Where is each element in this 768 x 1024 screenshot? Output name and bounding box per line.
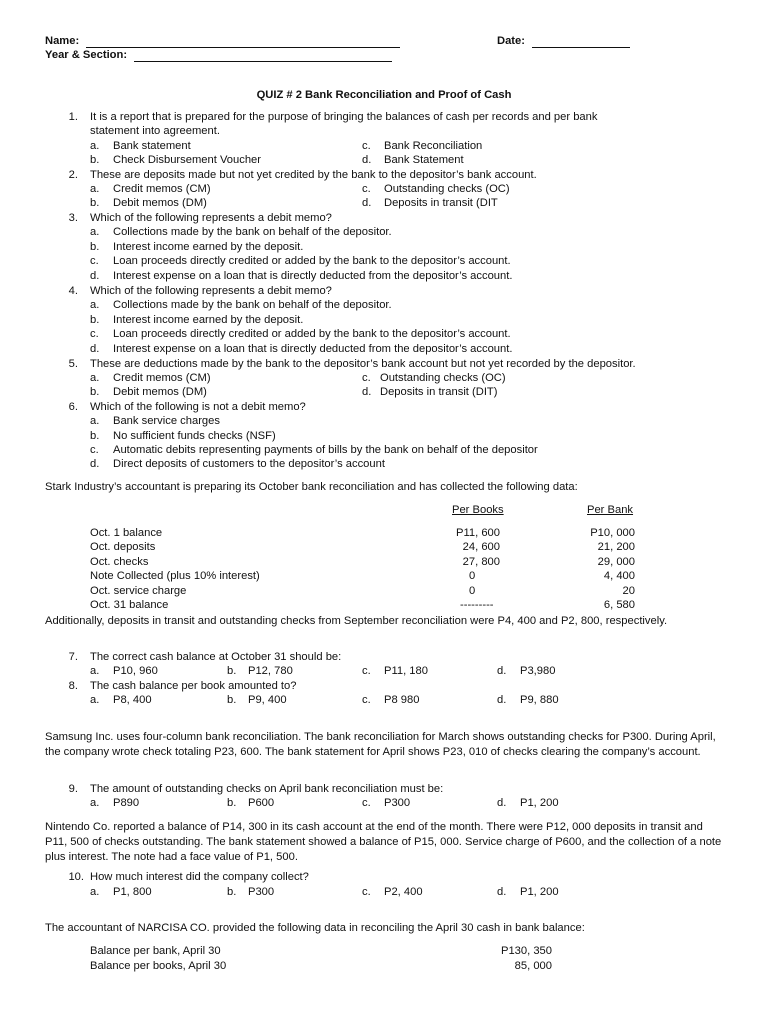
date-label: Date:	[497, 35, 525, 47]
stark-row-label: Oct. checks	[90, 556, 149, 568]
q4-option-b[interactable]: Interest income earned by the deposit.	[113, 314, 304, 326]
q8-option-a[interactable]: P8, 400	[113, 694, 152, 706]
q8-number: 8.	[68, 680, 78, 692]
q4-number: 4.	[68, 285, 78, 297]
q10-option-c[interactable]: P2, 400	[384, 886, 423, 898]
q3-number: 3.	[68, 212, 78, 224]
q2-option-b[interactable]: Debit memos (DM)	[113, 197, 207, 209]
q4-option-d-letter: d.	[90, 343, 100, 355]
q9-option-c-letter: c.	[362, 797, 371, 809]
quiz-title: QUIZ # 2 Bank Reconciliation and Proof of Cash	[256, 89, 512, 101]
q1-option-c[interactable]: Bank Reconciliation	[384, 140, 483, 152]
q8-option-b-letter: b.	[227, 694, 237, 706]
narcisa-row-label: Balance per books, April 30	[90, 960, 227, 972]
q8-option-a-letter: a.	[90, 694, 100, 706]
q6-option-b-letter: b.	[90, 430, 100, 442]
q10-option-b-letter: b.	[227, 886, 237, 898]
q3-option-c-letter: c.	[90, 255, 99, 267]
q7-option-b-letter: b.	[227, 665, 237, 677]
q9-option-d[interactable]: P1, 200	[520, 797, 559, 809]
q7-option-a-letter: a.	[90, 665, 100, 677]
q2-option-d[interactable]: Deposits in transit (DIT	[384, 197, 498, 209]
stark-row-label: Oct. service charge	[90, 585, 187, 597]
q3-option-d[interactable]: Interest expense on a loan that is directly deducted from the depositor’s account.	[113, 270, 513, 282]
q5-option-a-letter: a.	[90, 372, 100, 384]
q10-number: 10.	[68, 871, 84, 883]
q4-option-d[interactable]: Interest expense on a loan that is directly deducted from the depositor’s account.	[113, 343, 513, 355]
q6-option-c-letter: c.	[90, 444, 99, 456]
q6-option-d-letter: d.	[90, 458, 100, 470]
q8-option-c-letter: c.	[362, 694, 371, 706]
q1-option-b[interactable]: Check Disbursement Voucher	[113, 154, 261, 166]
q10-option-b[interactable]: P300	[248, 886, 275, 898]
stark-row-books: ---------	[460, 599, 494, 611]
stark-row-bank: P10, 000	[590, 527, 635, 539]
q3-option-c[interactable]: Loan proceeds directly credited or added by the bank to the depositor’s account.	[113, 255, 511, 267]
name-line	[45, 35, 400, 48]
stark-row-bank: 29, 000	[597, 556, 635, 568]
q6-option-a-letter: a.	[90, 415, 100, 427]
q1-text: It is a report that is prepared for the purpose of bringing the balances of cash per records and per bank	[90, 111, 598, 123]
q7-option-d-letter: d.	[497, 665, 507, 677]
q3-option-a[interactable]: Collections made by the bank on behalf of the depositor.	[113, 226, 392, 238]
q3-option-b-letter: b.	[90, 241, 100, 253]
stark-row-bank: 4, 400	[603, 570, 635, 582]
q2-number: 2.	[68, 169, 78, 181]
q4-option-a-letter: a.	[90, 299, 100, 311]
stark-row-books: 24, 600	[462, 541, 500, 553]
stark-additional: Additionally, deposits in transit and outstanding checks from September reconciliation were P4, 400 and P2, 800, respectively.	[45, 615, 668, 627]
narcisa-row-value: 85, 000	[514, 960, 552, 972]
q10-option-c-letter: c.	[362, 886, 371, 898]
q9-option-b[interactable]: P600	[248, 797, 275, 809]
q5-option-d-letter: d.	[362, 386, 372, 398]
q10-text: How much interest did the company collect?	[90, 871, 309, 883]
q5-option-b[interactable]: Debit memos (DM)	[113, 386, 207, 398]
stark-row-books: 0	[469, 585, 476, 597]
samsung-paragraph: Samsung Inc. uses four-column bank reconciliation. The bank reconciliation for March shows outstanding checks for P300. During April, the company wrote check totaling P23, 600. The bank statement for April shows P23, 010 of checks clearing the company’s account.	[45, 731, 716, 758]
q10-option-a[interactable]: P1, 800	[113, 886, 152, 898]
q7-text: The correct cash balance at October 31 should be:	[90, 651, 342, 663]
q6-option-c[interactable]: Automatic debits representing payments of bills by the bank on behalf of the depositor	[113, 444, 538, 456]
q8-text: The cash balance per book amounted to?	[90, 680, 297, 692]
year-section-line	[45, 49, 392, 62]
q10-option-d-letter: d.	[497, 886, 507, 898]
stark-intro: Stark Industry’s accountant is preparing its October bank reconciliation and has collected the following data:	[45, 481, 578, 493]
q2-option-a[interactable]: Credit memos (CM)	[113, 183, 211, 195]
q9-option-d-letter: d.	[497, 797, 507, 809]
q1-option-a-letter: a.	[90, 140, 100, 152]
q5-number: 5.	[68, 358, 78, 370]
q4-option-a[interactable]: Collections made by the bank on behalf of the depositor.	[113, 299, 392, 311]
q9-option-b-letter: b.	[227, 797, 237, 809]
q1-option-d-letter: d.	[362, 154, 372, 166]
stark-row-label: Note Collected (plus 10% interest)	[90, 570, 260, 582]
q9-option-a[interactable]: P890	[113, 797, 140, 809]
stark-row-label: Oct. 31 balance	[90, 599, 169, 611]
q1-number: 1.	[68, 111, 78, 123]
q5-option-a[interactable]: Credit memos (CM)	[113, 372, 211, 384]
q7-option-b[interactable]: P12, 780	[248, 665, 293, 677]
q2-option-c[interactable]: Outstanding checks (OC)	[384, 183, 510, 195]
q7-option-c[interactable]: P11, 180	[384, 665, 428, 677]
stark-row-books: 27, 800	[462, 556, 500, 568]
q10-option-a-letter: a.	[90, 886, 100, 898]
q9-option-a-letter: a.	[90, 797, 100, 809]
q5-option-b-letter: b.	[90, 386, 100, 398]
narcisa-row-value: P130, 350	[500, 945, 552, 957]
q9-option-c[interactable]: P300	[384, 797, 411, 809]
stark-row-books: P11, 600	[456, 527, 500, 539]
q9-text: The amount of outstanding checks on April bank reconciliation must be:	[90, 783, 444, 795]
q10-option-d[interactable]: P1, 200	[520, 886, 559, 898]
q1-option-b-letter: b.	[90, 154, 100, 166]
q3-option-d-letter: d.	[90, 270, 100, 282]
q8-option-d[interactable]: P9, 880	[520, 694, 559, 706]
q7-option-a[interactable]: P10, 960	[113, 665, 158, 677]
q1-option-a[interactable]: Bank statement	[113, 140, 191, 152]
q1-option-c-letter: c.	[362, 140, 371, 152]
q2-text: These are deposits made but not yet credited by the bank to the depositor’s bank account.	[90, 169, 537, 181]
q1-option-d[interactable]: Bank Statement	[384, 154, 464, 166]
q4-text: Which of the following represents a debit memo?	[90, 285, 332, 297]
q5-option-c-letter: c.	[362, 372, 371, 384]
q6-option-a[interactable]: Bank service charges	[113, 415, 220, 427]
q3-option-b[interactable]: Interest income earned by the deposit.	[113, 241, 304, 253]
nintendo-paragraph: Nintendo Co. reported a balance of P14, 300 in its cash account at the end of the month. There were P12, 000 deposits in transit and P11, 500 of checks outstanding. The bank statement showed a balance of P15, 000. Service charge of P600, and the collection of a note plus interest. The note had a face value of P1, 500.	[45, 821, 722, 863]
year-section-label: Year & Section:	[45, 49, 128, 61]
q1-text-cont: statement into agreement.	[90, 125, 220, 137]
q3-option-a-letter: a.	[90, 226, 100, 238]
q6-option-b[interactable]: No sufficient funds checks (NSF)	[113, 430, 276, 442]
q5-option-c[interactable]: Outstanding checks (OC)	[380, 372, 506, 384]
narcisa-intro: The accountant of NARCISA CO. provided the following data in reconciling the April 30 cash in bank balance:	[45, 922, 585, 934]
col-header-per-books: Per Books	[452, 504, 504, 516]
narcisa-row-label: Balance per bank, April 30	[90, 945, 221, 957]
q5-option-d[interactable]: Deposits in transit (DIT)	[380, 386, 498, 398]
date-blank[interactable]	[532, 35, 630, 48]
year-section-blank[interactable]	[134, 49, 392, 62]
stark-row-bank: 20	[622, 585, 635, 597]
q3-text: Which of the following represents a debit memo?	[90, 212, 332, 224]
q7-number: 7.	[68, 651, 78, 663]
q7-option-d[interactable]: P3,980	[520, 665, 556, 677]
q4-option-c[interactable]: Loan proceeds directly credited or added by the bank to the depositor’s account.	[113, 328, 511, 340]
q2-option-a-letter: a.	[90, 183, 100, 195]
q6-text: Which of the following is not a debit memo?	[90, 401, 306, 413]
name-label: Name:	[45, 35, 80, 47]
q2-option-d-letter: d.	[362, 197, 372, 209]
stark-row-bank: 6, 580	[603, 599, 635, 611]
name-blank[interactable]	[86, 35, 400, 48]
q4-option-c-letter: c.	[90, 328, 99, 340]
q4-option-b-letter: b.	[90, 314, 100, 326]
q8-option-b[interactable]: P9, 400	[248, 694, 287, 706]
date-line	[497, 35, 630, 48]
q6-number: 6.	[68, 401, 78, 413]
q9-number: 9.	[68, 783, 78, 795]
q2-option-b-letter: b.	[90, 197, 100, 209]
q2-option-c-letter: c.	[362, 183, 371, 195]
q8-option-c[interactable]: P8 980	[384, 694, 420, 706]
stark-row-books: 0	[469, 570, 476, 582]
stark-row-bank: 21, 200	[597, 541, 635, 553]
q7-option-c-letter: c.	[362, 665, 371, 677]
q8-option-d-letter: d.	[497, 694, 507, 706]
q6-option-d[interactable]: Direct deposits of customers to the depositor’s account	[113, 458, 385, 470]
stark-row-label: Oct. 1 balance	[90, 527, 163, 539]
q5-text: These are deductions made by the bank to the depositor’s bank account but not yet recorded by the depositor.	[90, 358, 636, 370]
col-header-per-bank: Per Bank	[587, 504, 634, 516]
stark-row-label: Oct. deposits	[90, 541, 156, 553]
